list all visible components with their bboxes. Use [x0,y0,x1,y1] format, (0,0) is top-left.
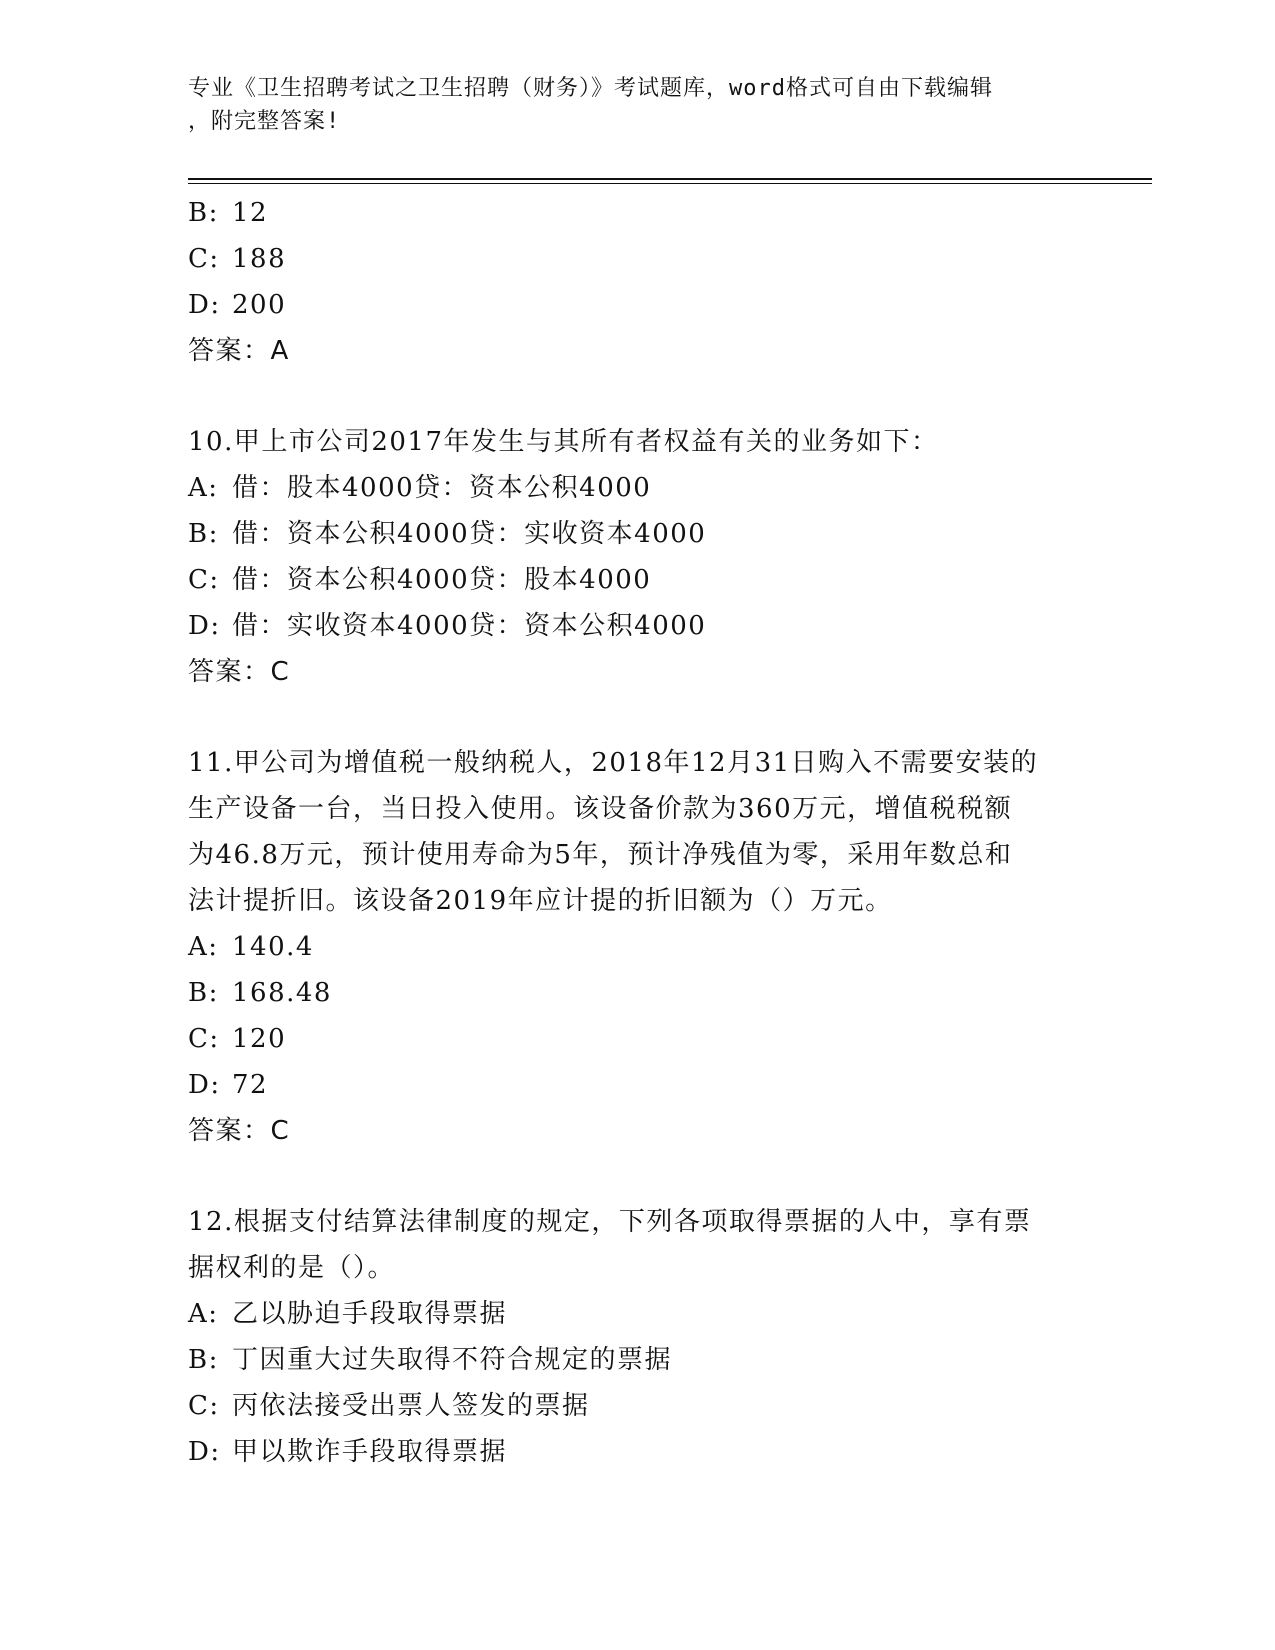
question-10-block [188,419,1088,695]
option-key: C: [188,1024,220,1054]
option-key: C: [188,244,220,274]
option-key: D: [188,611,221,641]
answer-line: 答案：A [188,336,290,366]
header-line-2: ，附完整答案! [188,109,341,134]
question-11-block [188,740,1088,1154]
option-key: A: [188,473,219,503]
option-text: 188 [232,244,287,274]
option-d [188,1429,1088,1475]
question-11-stem-line: 生产设备一台，当日投入使用。该设备价款为360万元，增值税税额 [188,794,1013,824]
option-text: 借：实收资本4000贷：资本公积4000 [232,611,707,641]
option-text: 12 [232,198,269,228]
option-key: B: [188,198,219,228]
option-key: D: [188,1437,221,1467]
option-text: 借：资本公积4000贷：实收资本4000 [232,519,707,549]
option-b [188,1337,1088,1383]
prev-question-block [188,190,1088,374]
option-text: 140.4 [232,932,314,962]
question-11-stem-line: 11.甲公司为增值税一般纳税人，2018年12月31日购入不需要安装的 [188,748,1039,778]
option-key: B: [188,519,219,549]
option-key: A: [188,1299,219,1329]
option-c [188,1383,1088,1429]
option-c [188,557,1088,603]
option-text: 丁因重大过失取得不符合规定的票据 [232,1345,673,1375]
question-11-stem-line: 法计提折旧。该设备2019年应计提的折旧额为（）万元。 [188,886,893,916]
option-b [188,511,1088,557]
option-c [188,1016,1088,1062]
option-a [188,1291,1088,1337]
question-12-block [188,1199,1088,1475]
option-key: D: [188,290,221,320]
option-text: 120 [232,1024,287,1054]
option-d [188,1062,1088,1108]
option-text: 丙依法接受出票人签发的票据 [232,1391,590,1421]
option-key: A: [188,932,219,962]
option-b [188,970,1088,1016]
option-key: C: [188,565,220,595]
option-text: 借：股本4000贷：资本公积4000 [232,473,652,503]
option-key: B: [188,978,219,1008]
question-10-stem: 10.甲上市公司2017年发生与其所有者权益有关的业务如下： [188,427,939,457]
option-a [188,465,1088,511]
question-12-stem-line: 据权利的是（）。 [188,1253,396,1283]
document-header [188,72,1088,138]
option-text: 168.48 [232,978,332,1008]
answer-line: 答案：C [188,1116,291,1146]
option-text: 乙以胁迫手段取得票据 [232,1299,508,1329]
document-body [188,190,1088,1475]
option-a [188,924,1088,970]
option-text: 借：资本公积4000贷：股本4000 [232,565,652,595]
option-d [188,282,1088,328]
option-b [188,190,1088,236]
header-rule-thin [188,183,1152,184]
header-line-1: 专业《卫生招聘考试之卫生招聘（财务）》考试题库，word格式可自由下载编辑 [188,76,993,101]
question-12-stem-line: 12.根据支付结算法律制度的规定，下列各项取得票据的人中，享有票 [188,1207,1032,1237]
option-key: C: [188,1391,220,1421]
header-rule-thick [188,178,1152,180]
answer-line: 答案：C [188,657,291,687]
option-text: 200 [232,290,287,320]
option-key: D: [188,1070,221,1100]
question-11-stem-line: 为46.8万元，预计使用寿命为5年，预计净残值为零，采用年数总和 [188,840,1013,870]
option-c [188,236,1088,282]
option-key: B: [188,1345,219,1375]
option-text: 甲以欺诈手段取得票据 [232,1437,508,1467]
option-text: 72 [232,1070,269,1100]
option-d [188,603,1088,649]
